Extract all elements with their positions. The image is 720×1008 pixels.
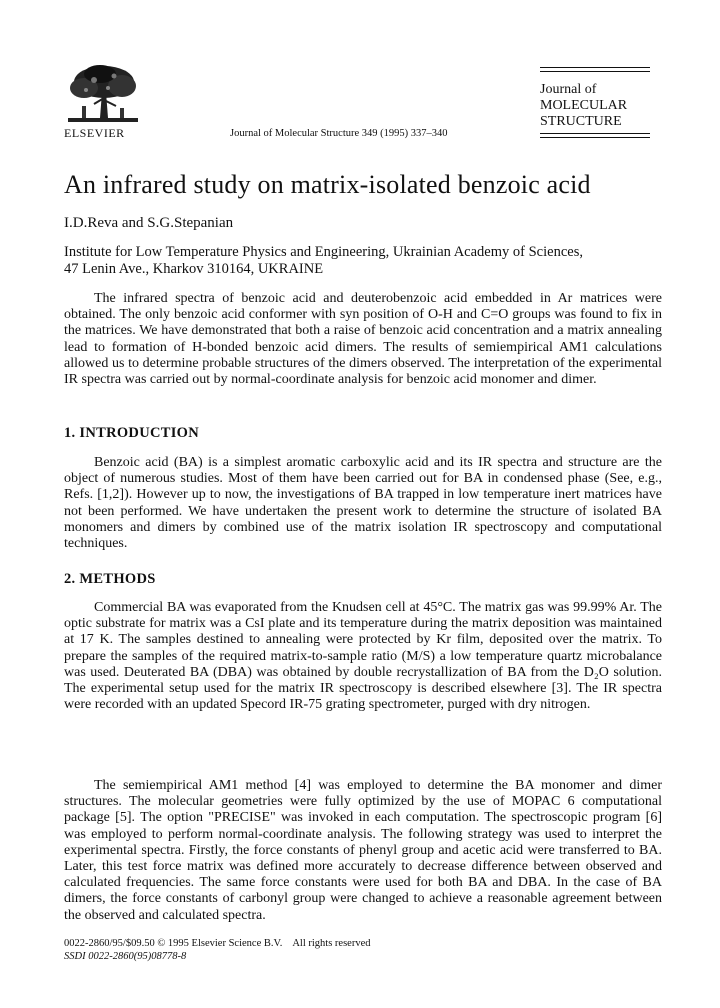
- journal-citation: Journal of Molecular Structure 349 (1995) 337–340: [230, 128, 448, 139]
- copyright-footer: [64, 937, 371, 963]
- methods-text-1: Commercial BA was evaporated from the Knudsen cell at 45°C. The matrix gas was 99.99% Ar. The optic substrate for matrix was a CsI plate and its temperature during the matrix deposition was maintained at 17 K. The samples destined to annealing were protected by Kr film, deposited over the matrix. To prepare the samples of the required matrix-to-sample ratio (M/S) a low temperature quartz microbalance was used. Deuterated BA (DBA) was obtained by double recrystallization of BA from the D₂O solution. The experimental setup used for the matrix IR spectroscopy is described elsewhere [3]. The IR spectra were recorded with an updated Specord IR-75 grating spectrometer, purged with dry nitrogen.: [64, 600, 662, 713]
- affiliation-line: Institute for Low Temperature Physics and Engineering, Ukrainian Academy of Sciences,: [64, 244, 583, 260]
- article-title: An infrared study on matrix-isolated benzoic acid: [64, 170, 591, 199]
- elsevier-tree-logo: [64, 62, 142, 126]
- methods-paragraph-1: [64, 600, 662, 713]
- abstract-text: The infrared spectra of benzoic acid and deuterobenzoic acid embedded in Ar matrices were obtained. The only benzoic acid conformer with syn position of O-H and C=O groups was found to fix in the matrices. We have demonstrated that both a raise of benzoic acid concentration and a matrix annealing lead to formation of H-bonded benzoic acid dimers. The results of semiempirical AM1 calculations allowed us to determine probable structures of the dimers observed. The interpretation of the experimental IR spectra was carried out by normal-coordinate analysis for benzoic acid monomer and dimer.: [64, 291, 662, 388]
- introduction-text: Benzoic acid (BA) is a simplest aromatic carboxylic acid and its IR spectra and structure are the object of numerous studies. Most of them have been carried out for BA in condensed phase (See, e.g., Refs. [1,2]). However up to now, the investigations of BA trapped in low temperature inert matrices have not been performed. We have undertaken the present work to determine the structure of isolated BA monomers and dimers by combined use of the matrix isolation IR spectroscopy and computational techniques.: [64, 455, 662, 552]
- journal-name-line: Journal of: [540, 82, 597, 97]
- ssdi-line: SSDI 0022-2860(95)08778-8: [64, 951, 187, 962]
- methods-paragraph-2: [64, 778, 662, 924]
- methods-heading: 2. METHODS: [64, 571, 156, 587]
- rights-notice: All rights reserved: [292, 938, 371, 949]
- journal-rule-bottom-2: [540, 137, 650, 138]
- journal-rule-top: [540, 67, 650, 68]
- methods-text-2: The semiempirical AM1 method [4] was employed to determine the BA monomer and dimer structures. The molecular geometries were fully optimized by the use of MOPAC 6 computational package [5]. The option "PRECISE" was invoked in each computation. The spectroscopic program [6] was employed to perform normal-coordinate analysis. The following strategy was used to interpret the experimental spectra. Firstly, the force constants of phenyl group and acetic acid were transferred to BA. Later, this test force matrix was defined more accurately to decrease difference between observed and calculated frequencies. The same force constants were used for both BA and DBA. In the case of BA dimers, the force constants of carbonyl group were changed to achieve a reasonable agreement between the observed and calculated spectra.: [64, 778, 662, 923]
- issn-line: 0022-2860/95/$09.50 © 1995 Elsevier Science B.V.: [64, 938, 283, 949]
- introduction-heading: 1. INTRODUCTION: [64, 425, 200, 441]
- journal-name-line: MOLECULAR: [540, 98, 628, 113]
- author-affiliation: [64, 244, 664, 278]
- journal-name: [540, 82, 627, 130]
- journal-rule-top-2: [540, 71, 650, 72]
- journal-rule-bottom: [540, 133, 650, 134]
- journal-name-line: STRUCTURE: [540, 114, 622, 129]
- affiliation-line: 47 Lenin Ave., Kharkov 310164, UKRAINE: [64, 261, 324, 277]
- publisher-name: ELSEVIER: [64, 126, 125, 140]
- article-authors: I.D.Reva and S.G.Stepanian: [64, 215, 234, 231]
- introduction-paragraph: [64, 455, 662, 552]
- abstract-paragraph: [64, 291, 662, 388]
